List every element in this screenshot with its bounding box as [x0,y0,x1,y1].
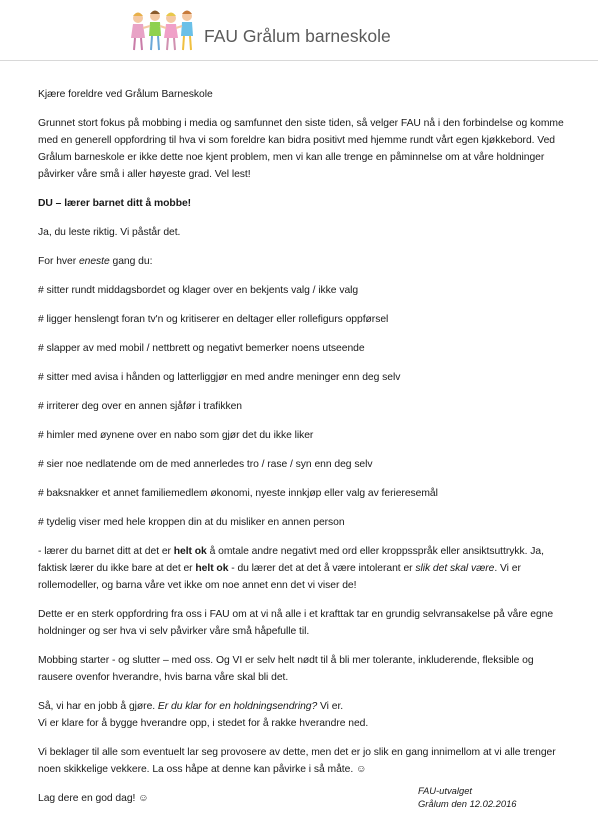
bullet-item: # baksnakker et annet familiemedlem økonomi, nyeste innkjøp eller valg av ferieresemål [38,488,438,499]
helt-ok-emphasis: helt ok [173,546,207,557]
signature-org: FAU-utvalget [418,785,473,796]
laerer-part-4: . Vi er rollemodeller, og barna våre vet ikke om noe annet enn det vi viser de! [38,563,521,591]
letter-body [38,86,564,807]
headline: DU – lærer barnet ditt å mobbe! [38,198,192,209]
mobbing-paragraph: Mobbing starter - og slutter – med oss. Og VI er selv helt nødt til å bli mer tolerante, inkluderende, fleksible og rausere ovenfor hverandre, hvis barna våre skal bli det. [38,655,534,683]
bullet-item: # tydelig viser med hele kroppen din at du misliker en annen person [38,517,345,528]
signature-place-date: Grålum den 12.02.2016 [418,798,517,809]
letterhead-title: FAU Grålum barneskole [204,26,391,46]
for-hver-start: For hver [38,256,79,267]
bullet-item: # sitter med avisa i hånden og latterliggjør en med andre meninger enn deg selv [38,372,401,383]
laerer-part-2: å omtale andre negativt med ord eller kroppsspråk eller ansiktsuttrykk. Ja, faktisk lærer du ikke bare at det er [38,546,544,574]
jobb-start: Så, vi har en jobb å gjøre. [38,701,158,712]
jobb-question: Er du klar for en holdningsendring? [157,701,318,712]
intro-paragraph: Grunnet stort fokus på mobbing i media og samfunnet den siste tiden, så velger FAU nå i den forbindelse og komme med en generell oppfordring til hva vi som foreldre kan bidra positivt med hjemme rundt vårt egen kjøkkebord. Ved Grålum barneskole er ikke dette noe kjent problem, men vi kan alle trenge en påminnelse om at våre holdninger påvirker våre små i aller høyeste grad. Vel lest! [38,118,564,180]
laerer-paragraph [38,543,564,594]
closing-line: Lag dere en god dag! ☺ [38,793,149,804]
signature-block [418,784,588,810]
helt-ok-emphasis: helt ok [195,563,229,574]
for-hver-end: gang du: [109,256,153,267]
bullet-item: # ligger henslengt foran tv'n og kritiserer en deltager eller rollefigurs oppførsel [38,314,389,325]
bullet-item: # irriterer deg over en annen sjåfør i trafikken [38,401,242,412]
bullet-item: # sier noe nedlatende om de med annerledes tro / rase / syn enn deg selv [38,459,373,470]
klare-line: Vi er klare for å bygge hverandre opp, i stedet for å rakke hverandre ned. [38,718,369,729]
greeting: Kjære foreldre ved Grålum Barneskole [38,89,213,100]
jobb-line [38,698,564,715]
for-hver-line [38,253,564,270]
letterhead [0,0,598,60]
for-hver-emphasis: eneste [78,256,110,267]
beklager-paragraph: Vi beklager til alle som eventuelt lar seg provosere av dette, men det er jo slik en gang innimellom at vi alle trenger noen skikkelige vekkere. La oss håpe at denne kan påvirke i så måte. ☺ [38,747,556,775]
oppfordring-paragraph: Dette er en sterk oppfordring fra oss i FAU om at vi nå alle i et krafttak tar en grundig selvransakelse på våre egne holdninger og ser hva vi selv påvirker våre små håpefulle til. [38,609,554,637]
jobb-end: Vi er. [317,701,344,712]
line-ja: Ja, du leste riktig. Vi påstår det. [38,227,181,238]
bullet-item: # slapper av med mobil / nettbrett og negativt bemerker noens utseende [38,343,365,354]
header-divider [0,60,598,61]
children-holding-hands-logo [128,8,196,54]
laerer-part-1: - lærer du barnet ditt at det er [38,546,174,557]
bullet-item: # himler med øynene over en nabo som gjør det du ikke liker [38,430,314,441]
slik-emphasis: slik det skal være [415,563,495,574]
bullet-item: # sitter rundt middagsbordet og klager over en bekjents valg / ikke valg [38,285,359,296]
laerer-part-3: - du lærer det at det å være intolerant er [228,563,416,574]
